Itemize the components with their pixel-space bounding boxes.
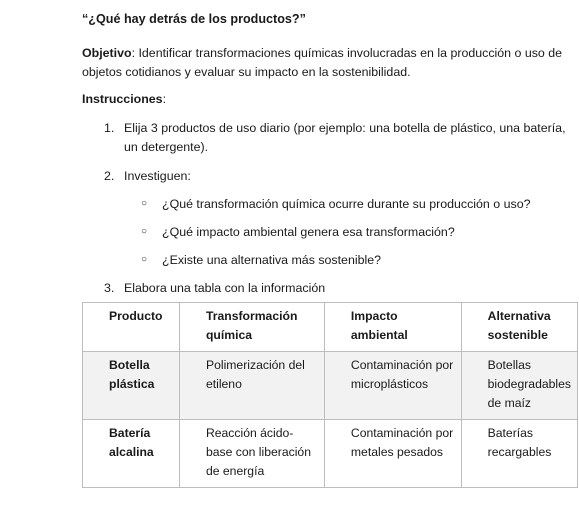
instructions-heading bbox=[82, 92, 166, 106]
sub-list-item-text: ¿Existe una alternativa más sostenible? bbox=[162, 253, 382, 267]
sub-list-item-1 bbox=[141, 195, 530, 213]
table-header-row bbox=[83, 303, 578, 352]
table-row bbox=[83, 420, 578, 488]
page-title: “¿Qué hay detrás de los productos?” bbox=[82, 12, 306, 26]
products-table bbox=[82, 302, 578, 488]
table-cell: Baterías recargables bbox=[461, 420, 577, 488]
table-cell: Contaminación por microplásticos bbox=[324, 352, 461, 420]
sub-list-item-3 bbox=[141, 251, 381, 269]
table-cell: Polimerización del etileno bbox=[179, 352, 324, 420]
sub-list-item-text: ¿Qué transformación química ocurre durante su producción o uso? bbox=[162, 197, 531, 211]
objective-label: Objetivo bbox=[82, 46, 132, 60]
sub-list-item-2 bbox=[141, 223, 455, 241]
list-item-2 bbox=[104, 167, 574, 186]
column-header: Impacto ambiental bbox=[324, 303, 461, 352]
list-item-text: Elabora una tabla con la información bbox=[124, 281, 326, 295]
column-header: Alternativa sostenible bbox=[461, 303, 577, 352]
table-cell: Contaminación por metales pesados bbox=[324, 420, 461, 488]
instructions-label: Instrucciones bbox=[82, 92, 163, 106]
table-cell: Botella plástica bbox=[83, 352, 180, 420]
list-item-text: Elija 3 productos de uso diario (por ejemplo: una botella de plástico, una batería, un detergente). bbox=[124, 121, 566, 154]
table-cell: Reacción ácido-base con liberación de energía bbox=[179, 420, 324, 488]
sub-list-item-text: ¿Qué impacto ambiental genera esa transformación? bbox=[162, 225, 455, 239]
instructions-colon: : bbox=[162, 92, 167, 106]
table-row bbox=[83, 352, 578, 420]
column-header: Producto bbox=[83, 303, 180, 352]
list-number: 3. bbox=[104, 281, 115, 295]
list-item-1 bbox=[104, 119, 574, 156]
table-cell: Batería alcalina bbox=[83, 420, 180, 488]
column-header: Transformación química bbox=[179, 303, 324, 352]
circle-bullet-icon: ○ bbox=[141, 254, 148, 265]
list-number: 1. bbox=[104, 121, 115, 135]
list-number: 2. bbox=[104, 169, 115, 183]
list-item-text: Investiguen: bbox=[124, 169, 191, 183]
objective-text: : Identificar transformaciones químicas involucradas en la producción o uso de objetos cotidianos y evaluar su impacto en la sostenibilidad. bbox=[82, 46, 563, 79]
objective-paragraph bbox=[82, 44, 577, 82]
circle-bullet-icon: ○ bbox=[141, 226, 148, 237]
list-item-3 bbox=[104, 279, 574, 298]
circle-bullet-icon: ○ bbox=[141, 198, 148, 209]
table-cell: Botellas biodegradables de maíz bbox=[461, 352, 577, 420]
